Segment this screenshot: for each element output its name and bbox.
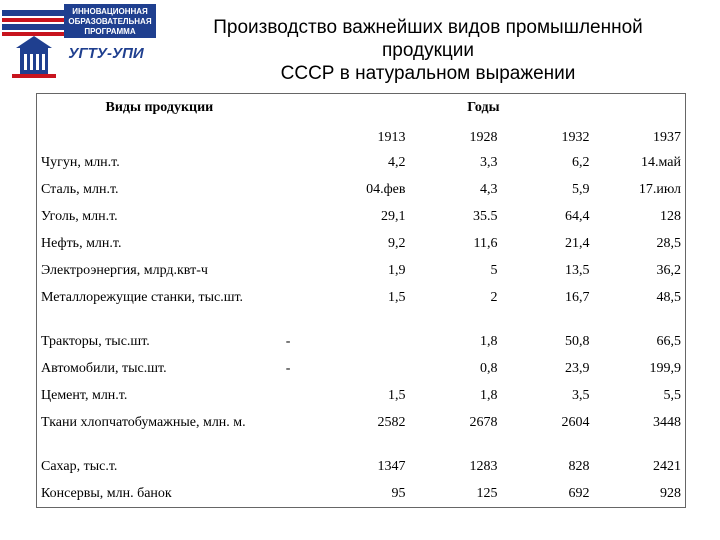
row-dash <box>282 454 318 481</box>
cell-1928: 1,8 <box>479 333 498 349</box>
column-header-products <box>37 94 282 124</box>
column-header-years <box>282 94 686 124</box>
cell-1913: 1,9 <box>388 262 406 278</box>
cell-1937: 199,9 <box>649 360 681 376</box>
table-row <box>37 383 686 410</box>
cell-1932: 6,2 <box>571 154 590 170</box>
years-row-spacer <box>37 124 282 150</box>
cell-1932: 21,4 <box>564 235 590 251</box>
cell-1937: 28,5 <box>656 235 681 251</box>
cell-1932: 692 <box>568 485 590 501</box>
cell-1928: 2678 <box>469 414 498 430</box>
logo-line3: ПРОГРАММА <box>84 27 136 36</box>
table-header-row <box>37 94 686 124</box>
cell-1928: 3,3 <box>479 154 498 170</box>
cell-1928: 5 <box>490 262 498 278</box>
cell-1937: 17.июл <box>638 181 681 197</box>
row-dash <box>282 204 318 231</box>
cell-1932: 2604 <box>561 414 590 430</box>
row-dash <box>282 410 318 454</box>
table-row <box>37 329 686 356</box>
row-label: Тракторы, тыс.шт. <box>41 333 150 349</box>
cell-1932: 50,8 <box>564 333 590 349</box>
row-dash <box>282 285 318 329</box>
cell-1928: 1,8 <box>479 387 498 403</box>
cell-1937: 128 <box>660 208 681 224</box>
table-row <box>37 481 686 508</box>
cell-1928: 0,8 <box>479 360 498 376</box>
row-label: Нефть, млн.т. <box>41 235 122 251</box>
cell-1928: 11,6 <box>473 235 498 251</box>
table-body <box>37 150 686 508</box>
row-label: Цемент, млн.т. <box>41 387 128 403</box>
row-dash <box>282 231 318 258</box>
table-row <box>37 356 686 383</box>
cell-1913: 1,5 <box>388 289 406 305</box>
cell-1913: 4,2 <box>388 154 406 170</box>
row-dash: - <box>285 360 291 376</box>
cell-1928: 35.5 <box>472 208 498 224</box>
table-row <box>37 231 686 258</box>
row-label: Уголь, млн.т. <box>41 208 118 224</box>
title-line2: продукции <box>381 40 474 61</box>
year-1928: 1928 <box>469 129 498 145</box>
row-dash <box>282 150 318 177</box>
cell-1937: 14.май <box>641 154 681 170</box>
cell-1913: 2582 <box>377 414 406 430</box>
cell-1932: 16,7 <box>564 289 590 305</box>
cell-1913: 1347 <box>377 458 406 474</box>
logo-line2: ОБРАЗОВАТЕЛЬНАЯ <box>68 17 152 26</box>
row-label: Ткани хлопчатобумажные, млн. м. <box>41 414 246 430</box>
row-label: Электроэнергия, млрд.квт-ч <box>41 262 208 278</box>
production-table <box>36 93 686 508</box>
year-1932: 1932 <box>561 129 590 145</box>
table-row <box>37 204 686 231</box>
cell-1928: 1283 <box>469 458 498 474</box>
cell-1932: 5,9 <box>571 181 590 197</box>
table-row <box>37 177 686 204</box>
row-dash: - <box>285 333 291 349</box>
cell-1928: 2 <box>490 289 498 305</box>
column-header-years-label: Годы <box>467 100 500 115</box>
row-dash <box>282 258 318 285</box>
row-label: Консервы, млн. банок <box>41 485 172 501</box>
cell-1913: 04.фев <box>366 181 406 197</box>
logo-brand: УГТУ-УПИ <box>68 45 144 62</box>
table-row <box>37 410 686 454</box>
cell-1932: 3,5 <box>571 387 590 403</box>
year-1937: 1937 <box>653 129 681 145</box>
row-dash <box>282 383 318 410</box>
cell-1937: 66,5 <box>656 333 681 349</box>
page-title <box>168 16 688 85</box>
table-row <box>37 150 686 177</box>
row-label: Чугун, млн.т. <box>41 154 120 170</box>
title-line1: Производство важнейших видов промышленной <box>213 17 643 38</box>
cell-1932: 828 <box>568 458 590 474</box>
cell-1937: 5,5 <box>663 387 681 403</box>
year-1913: 1913 <box>377 129 406 145</box>
cell-1937: 48,5 <box>656 289 681 305</box>
cell-1913: 29,1 <box>381 208 406 224</box>
row-label: Сталь, млн.т. <box>41 181 119 197</box>
row-dash <box>282 481 318 508</box>
cell-1928: 4,3 <box>479 181 498 197</box>
cell-1937: 36,2 <box>656 262 681 278</box>
title-line3: СССР в натуральном выражении <box>280 63 576 84</box>
years-row-dash-spacer <box>282 124 318 150</box>
table-row <box>37 258 686 285</box>
cell-1913: 1,5 <box>388 387 406 403</box>
cell-1932: 13,5 <box>564 262 590 278</box>
row-label: Автомобили, тыс.шт. <box>41 360 167 376</box>
years-row <box>37 124 686 150</box>
table-row <box>37 454 686 481</box>
cell-1932: 23,9 <box>564 360 590 376</box>
cell-1913: 95 <box>391 485 406 501</box>
cell-1928: 125 <box>476 485 498 501</box>
cell-1913 <box>318 356 410 383</box>
logo-line1: ИННОВАЦИОННАЯ <box>72 7 148 16</box>
cell-1937: 2421 <box>653 458 681 474</box>
row-label: Металлорежущие станки, тыс.шт. <box>41 289 244 305</box>
cell-1937: 928 <box>660 485 681 501</box>
column-header-products-label: Виды продукции <box>105 100 214 115</box>
cell-1913 <box>318 329 410 356</box>
program-logo <box>2 2 162 82</box>
row-label: Сахар, тыс.т. <box>41 458 118 474</box>
cell-1932: 64,4 <box>564 208 590 224</box>
cell-1937: 3448 <box>653 414 681 430</box>
row-dash <box>282 177 318 204</box>
table-row <box>37 285 686 329</box>
cell-1913: 9,2 <box>388 235 406 251</box>
